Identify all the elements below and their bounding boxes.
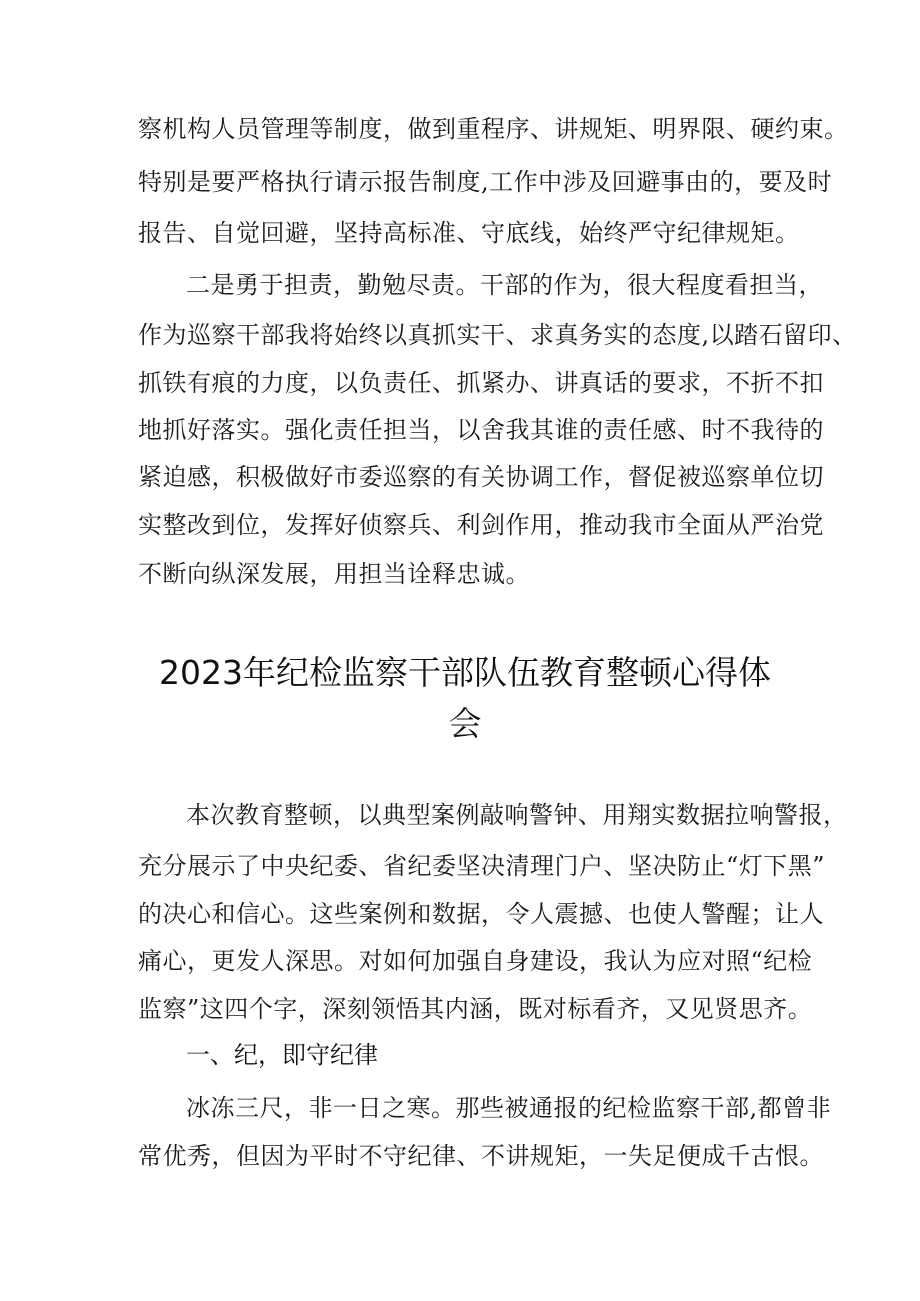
paragraph-line: 监察”这四个字，深刻领悟其内涵，既对标看齐，又见贤思齐。 bbox=[138, 995, 813, 1023]
paragraph-line: 痛心，更发人深思。对如何加强自身建设，我认为应对照“纪检 bbox=[138, 947, 813, 975]
paragraph-line: 不断向纵深发展，用担当诠释忠诚。 bbox=[138, 560, 530, 588]
paragraph-line: 作为巡察干部我将始终以真抓实干、求真务实的态度,以踏石留印、 bbox=[138, 321, 857, 349]
paragraph-line: 地抓好落实。强化责任担当，以舍我其谁的责任感、时不我待的 bbox=[138, 416, 824, 444]
document-title: 2023年纪检监察干部队伍教育整顿心得体 bbox=[159, 653, 771, 692]
paragraph-line: 察机构人员管理等制度，做到重程序、讲规矩、明界限、硬约束。 bbox=[138, 115, 849, 143]
paragraph-line: 充分展示了中央纪委、省纪委坚决清理门户、坚决防止“灯下黑” bbox=[138, 852, 826, 880]
paragraph-line: 抓铁有痕的力度，以负责任、抓紧办、讲真话的要求，不折不扣 bbox=[138, 369, 824, 397]
paragraph-line: 紧迫感，积极做好市委巡察的有关协调工作，督促被巡察单位切 bbox=[138, 463, 824, 491]
paragraph-line: 冰冻三尺，非一日之寒。那些被通报的纪检监察干部,都曾非 bbox=[186, 1094, 832, 1122]
paragraph-line: 本次教育整顿，以典型案例敲响警钟、用翔实数据拉响警报， bbox=[186, 801, 848, 829]
paragraph-line: 实整改到位，发挥好侦察兵、利剑作用，推动我市全面从严治党 bbox=[138, 511, 824, 539]
paragraph-line: 常优秀，但因为平时不守纪律、不讲规矩，一失足便成千古恨。 bbox=[138, 1142, 824, 1170]
paragraph-line: 报告、自觉回避，坚持高标准、守底线，始终严守纪律规矩。 bbox=[138, 219, 800, 247]
paragraph-line: 的决心和信心。这些案例和数据，令人震撼、也使人警醒；让人 bbox=[138, 900, 824, 928]
section-heading: 一、纪，即守纪律 bbox=[186, 1041, 378, 1069]
paragraph-line: 二是勇于担责，勤勉尽责。干部的作为，很大程度看担当， bbox=[186, 271, 823, 299]
document-title-continued: 会 bbox=[448, 704, 482, 743]
paragraph-line: 特别是要严格执行请示报告制度,工作中涉及回避事由的，要及时 bbox=[138, 168, 833, 196]
